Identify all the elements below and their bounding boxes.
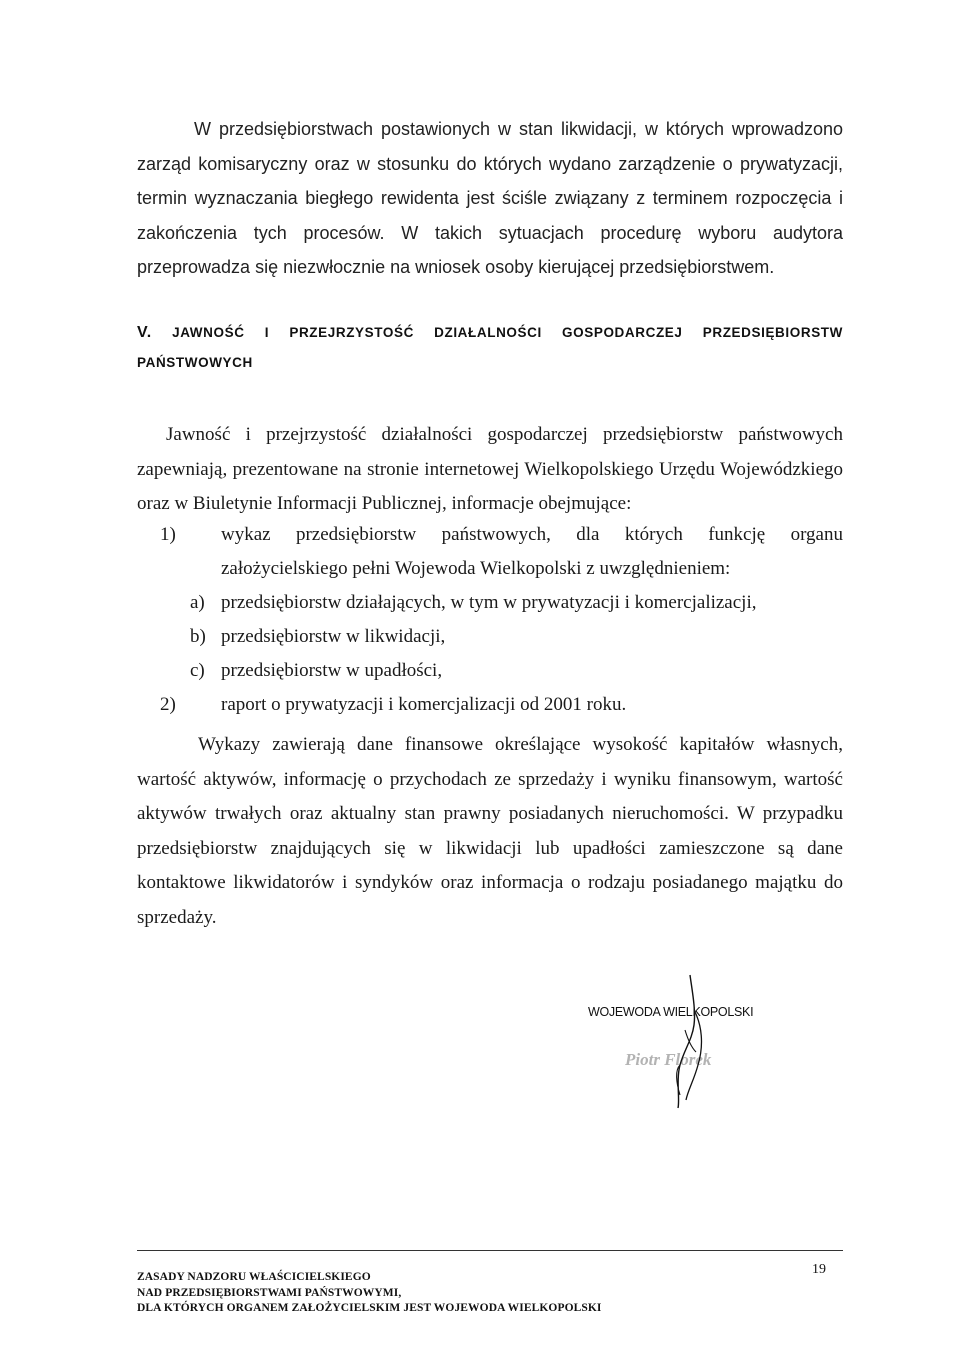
list-item-2 xyxy=(160,688,626,722)
sub-list-item xyxy=(190,654,442,688)
list-item-text-line: założycielskiego pełni Wojewoda Wielkopolski z uwzględnieniem: xyxy=(221,558,731,579)
list-item-text-line: wykaz przedsiębiorstw państwowych, dla których funkcję organu xyxy=(221,524,843,545)
list-item-1 xyxy=(160,518,843,586)
footer-line: DLA KTÓRYCH ORGANEM ZAŁOŻYCIELSKIM JEST WOJEWODA WIELKOPOLSKI xyxy=(137,1302,602,1314)
list-marker: 2) xyxy=(160,694,176,715)
signature-stamp: WOJEWODA WIELKOPOLSKI xyxy=(588,1005,754,1019)
handwritten-signature xyxy=(580,970,780,1110)
page-number: 19 xyxy=(812,1262,826,1277)
sub-list-text: przedsiębiorstw działających, w tym w prywatyzacji i komercjalizacji, xyxy=(221,592,757,613)
sub-list-marker: c) xyxy=(190,660,205,681)
sub-list-item xyxy=(190,586,756,620)
sub-list-marker: a) xyxy=(190,592,205,613)
section-heading xyxy=(137,318,843,378)
footer-divider xyxy=(137,1250,843,1251)
footer-line: NAD PRZEDSIĘBIORSTWAMI PAŃSTWOWYMI, xyxy=(137,1286,402,1299)
signature-block xyxy=(580,970,780,1110)
footer-line: ZASADY NADZORU WŁAŚCICIELSKIEGO xyxy=(137,1271,371,1283)
section-number: V. xyxy=(137,324,152,341)
signature-printed-name: Piotr Florek xyxy=(625,1050,712,1069)
footer-text xyxy=(137,1270,757,1317)
sub-list-item xyxy=(190,620,445,654)
sub-list-text: przedsiębiorstw w likwidacji, xyxy=(221,626,446,647)
section-title: JAWNOŚĆ I PRZEJRZYSTOŚĆ DZIAŁALNOŚCI GOSPODARCZEJ PRZEDSIĘBIORSTW PAŃSTWOWYCH xyxy=(137,325,843,370)
sub-list-marker: b) xyxy=(190,626,206,647)
paragraph-lists-content: Wykazy zawierają dane finansowe określające wysokość kapitałów własnych, wartość aktywów, informację o przychodach ze sprzedaży i wyniku finansowym, wartość aktywów trwałych oraz aktualny stan prawny posiadanych nieruchomości. W przypadku przedsiębiorstw znajdujących się w likwidacji lub upadłości zamieszczone są dane kontaktowe likwidatorów i syndyków oraz informacja o rodzaju posiadanego majątku do sprzedaży. xyxy=(137,734,843,928)
paragraph-audit-procedure: W przedsiębiorstwach postawionych w stan likwidacji, w których wprowadzono zarząd komisaryczny oraz w stosunku do których wydano zarządzenie o prywatyzacji, termin wyznaczania biegłego rewidenta jest ściśle związany z terminem rozpoczęcia i zakończenia tych procesów. W takich sytuacjach procedurę wyboru audytora przeprowadza się niezwłocznie na wniosek osoby kierującej przedsiębiorstwem. xyxy=(137,119,843,277)
list-marker: 1) xyxy=(160,524,176,545)
paragraph-transparency: Jawność i przejrzystość działalności gospodarczej przedsiębiorstw państwowych zapewniają, prezentowane na stronie internetowej Wielkopolskiego Urzędu Wojewódzkiego oraz w Biuletynie Informacji Publicznej, informacje obejmujące: xyxy=(137,424,843,514)
list-item-text: raport o prywatyzacji i komercjalizacji od 2001 roku. xyxy=(221,694,627,715)
sub-list-text: przedsiębiorstw w upadłości, xyxy=(221,660,443,681)
